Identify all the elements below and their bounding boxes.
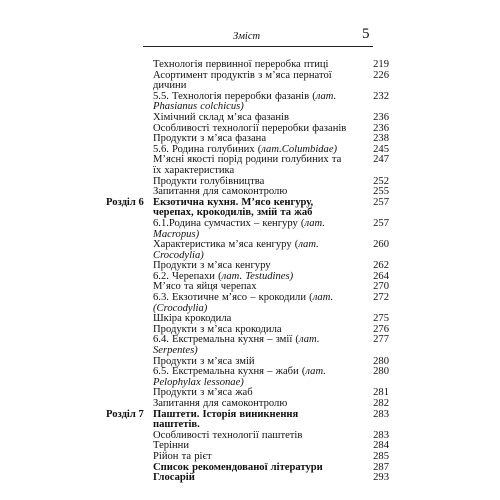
toc-page-number: 264 — [373, 270, 389, 282]
toc-entry-title: Продукти голубівництва — [153, 175, 265, 187]
running-header — [143, 30, 373, 47]
toc-entry-title: 6.5. Екстремальна кухня – жаби (лат. Pelophylax lessonae) — [153, 366, 326, 388]
toc-row — [0, 441, 500, 452]
toc-page-number: 275 — [373, 313, 389, 325]
toc-entry-title: Запитання для самоконтролю — [153, 186, 288, 198]
toc-page-number: 236 — [373, 122, 389, 134]
toc-entry-title: Терінни — [153, 440, 190, 452]
toc-entry-title: Продукти з м’яса жаб — [153, 387, 253, 399]
toc-entry-title: Рійон та рієт — [153, 450, 212, 462]
toc-entry-title: Продукти з м’яса змій — [153, 355, 255, 367]
toc-row — [0, 293, 500, 314]
toc-row — [0, 240, 500, 261]
toc-entry-title: М’ясо та яйця черепах — [153, 281, 257, 293]
toc-row — [0, 431, 500, 442]
toc-row — [0, 335, 500, 356]
toc-page-number: 270 — [373, 281, 389, 293]
toc-page-number: 283 — [373, 408, 389, 420]
toc-page-number: 232 — [373, 90, 389, 102]
toc-entry-title: Асортимент продуктів з м’яса пернатої дичини — [153, 69, 332, 92]
toc-page-number: 257 — [373, 217, 389, 229]
toc-page-number: 272 — [373, 292, 389, 304]
toc-row — [0, 463, 500, 474]
toc-entry-title: 5.6. Родина голубиних (лат.Columbidae) — [153, 143, 338, 155]
toc-entry-title: Продукти з м’яса фазана — [153, 133, 267, 145]
toc-section-label: Розділ 7 — [106, 408, 144, 420]
toc-page-number: 236 — [373, 111, 389, 123]
toc-row — [0, 60, 500, 71]
toc-entry-title: 6.3. Екзотичне м’ясо – крокодили (лат. (Crocodylia) — [153, 292, 334, 314]
toc-entry-title: Особливості технології переробки фазанів — [153, 122, 347, 134]
toc-row — [0, 219, 500, 240]
toc-page-number: 260 — [373, 239, 389, 251]
toc-entry-title: 5.5. Технологія переробки фазанів (лат. Phasianus colchicus) — [153, 90, 337, 113]
header-title: Зміст — [233, 31, 261, 42]
toc-row — [0, 399, 500, 410]
toc-page-number: 281 — [373, 387, 389, 399]
toc-entry-title: 6.1.Родина сумчастих – кенгуру (лат. Macropus) — [153, 217, 325, 240]
toc-entry-title: Запитання для самоконтролю — [153, 398, 288, 409]
toc-page-number: 262 — [373, 260, 389, 272]
toc-row — [0, 473, 500, 484]
toc-page-number: 293 — [373, 472, 389, 484]
toc-section-label: Розділ 6 — [106, 196, 144, 208]
toc-page-number: 283 — [373, 429, 389, 441]
toc-row — [0, 155, 500, 176]
toc-entry-title: 6.2. Черепахи (лат. Testudines) — [153, 270, 294, 282]
table-of-contents — [0, 60, 500, 484]
toc-entry-title: Продукти з м’яса кенгуру — [153, 260, 271, 272]
toc-page-number: 277 — [373, 334, 389, 346]
toc-page-number: 219 — [373, 59, 389, 70]
toc-row — [0, 367, 500, 388]
toc-page-number: 245 — [373, 143, 389, 155]
toc-entry-title: Шкіра крокодила — [153, 313, 232, 325]
toc-entry-title: Технологія первинної переробка птиці — [153, 59, 329, 70]
toc-page-number: 226 — [373, 69, 389, 81]
toc-page-number: 287 — [373, 461, 389, 473]
toc-page-number: 280 — [373, 355, 389, 367]
toc-entry-title: 6.4. Екстремальна кухня – змії (лат. Serpentes) — [153, 334, 320, 357]
toc-row — [0, 410, 500, 431]
toc-page-number: 285 — [373, 450, 389, 462]
toc-row — [0, 113, 500, 124]
toc-row — [0, 92, 500, 113]
toc-entry-title: Екзотична кухня. М’ясо кенгуру, черепах, крокодилів, змій та жаб — [153, 196, 314, 219]
toc-page-number: 238 — [373, 133, 389, 145]
page-number: 5 — [362, 26, 370, 42]
toc-entry-title: М’ясні якості порід родини голубиних та їх характеристика — [153, 154, 342, 176]
toc-page-number: 276 — [373, 323, 389, 335]
toc-entry-title: Хімічний склад м’яса фазанів — [153, 111, 289, 123]
toc-entry-title: Глосарій — [153, 472, 195, 484]
toc-page-number: 284 — [373, 440, 389, 452]
toc-page-number: 252 — [373, 175, 389, 187]
toc-entry-title: Особливості технології паштетів — [153, 429, 303, 441]
toc-entry-title: Паштети. Історія виникнення паштетів. — [153, 408, 299, 431]
toc-row — [0, 452, 500, 463]
toc-entry-title: Характеристика м’яса кенгуру (лат. Crocodylia) — [153, 239, 319, 261]
toc-page-number: 255 — [373, 186, 389, 198]
toc-entry-title: Список рекомендованої літератури — [153, 461, 323, 473]
toc-row — [0, 198, 500, 219]
toc-entry-title: Продукти з м’яса крокодила — [153, 323, 282, 335]
toc-page-number: 282 — [373, 398, 389, 409]
toc-page-number: 247 — [373, 154, 389, 166]
toc-page-number: 280 — [373, 366, 389, 378]
toc-row — [0, 71, 500, 92]
toc-page-number: 257 — [373, 196, 389, 208]
